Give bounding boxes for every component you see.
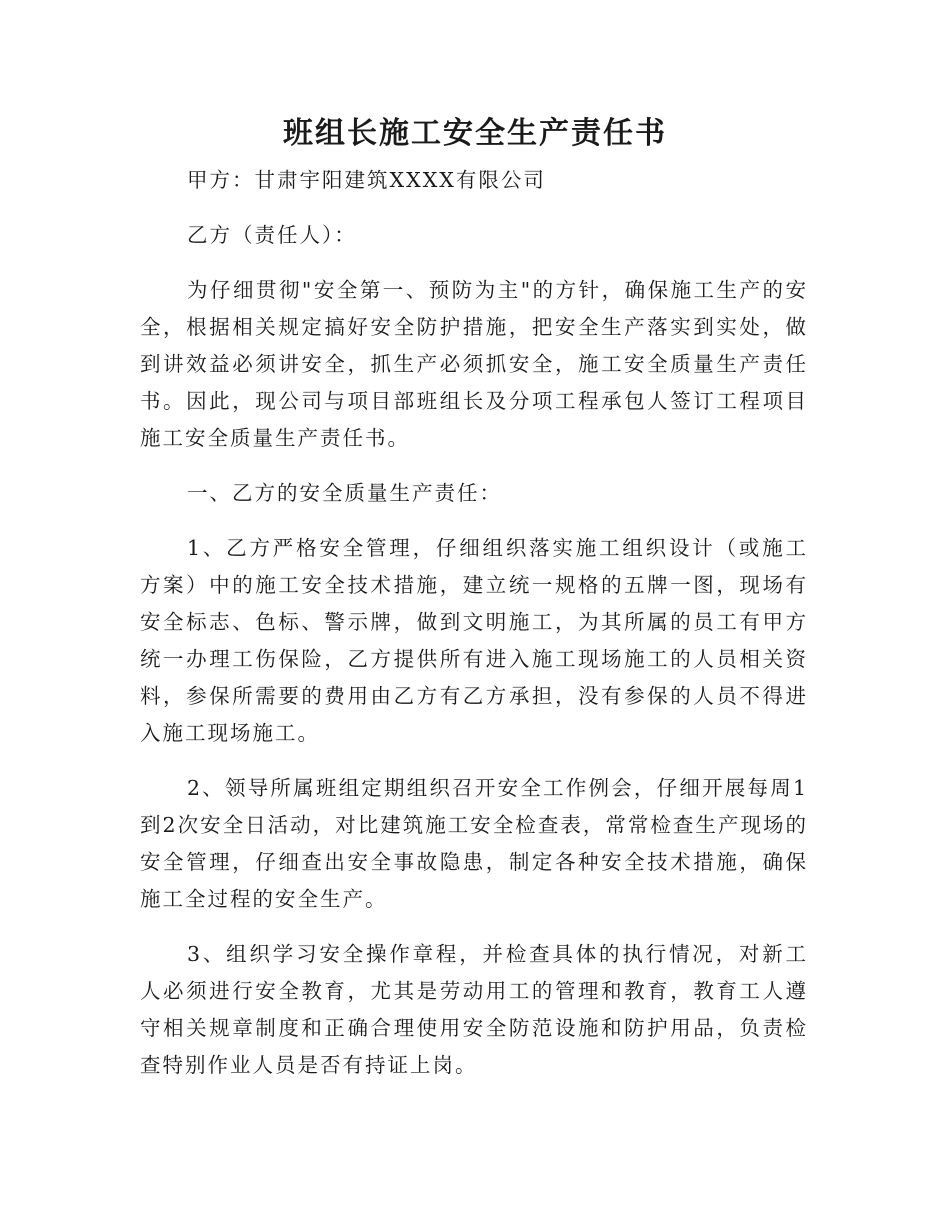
clause-2: 2、领导所属班组定期组织召开安全工作例会，仔细开展每周1到2次安全日活动，对比建筑施工安全检查表，常常检查生产现场的安全管理，仔细查出安全事故隐患，制定各种安全技术措施，确保施工全过程的安全生产。 xyxy=(140,776,808,911)
clause-3: 3、组织学习安全操作章程，并检查具体的执行情况，对新工人必须进行安全教育，尤其是劳动用工的管理和教育，教育工人遵守相关规章制度和正确合理使用安全防范设施和防护用品，负责检查特别作业人员是否有持证上岗。 xyxy=(140,942,808,1077)
document-body xyxy=(140,162,808,1102)
section-heading: 一、乙方的安全质量生产责任： xyxy=(187,481,502,505)
clause-1: 1、乙方严格安全管理，仔细组织落实施工组织设计（或施工方案）中的施工安全技术措施，建立统一规格的五牌一图，现场有安全标志、色标、警示牌，做到文明施工，为其所属的员工有甲方统一办理工伤保险，乙方提供所有进入施工现场施工的人员相关资料，参保所需要的费用由乙方有乙方承担，没有参保的人员不得进入施工现场施工。 xyxy=(140,536,808,745)
intro-paragraph: 为仔细贯彻"安全第一、预防为主"的方针，确保施工生产的安全，根据相关规定搞好安全防护措施，把安全生产落实到实处，做到讲效益必须讲安全，抓生产必须抓安全，施工安全质量生产责任书。因此，现公司与项目部班组长及分项工程承包人签订工程项目施工安全质量生产责任书。 xyxy=(140,278,808,450)
document-title: 班组长施工安全生产责任书 xyxy=(283,116,667,151)
party-b-line: 乙方（责任人）： xyxy=(187,223,357,247)
party-a-line: 甲方：甘肃宇阳建筑XXXX有限公司 xyxy=(187,168,546,192)
